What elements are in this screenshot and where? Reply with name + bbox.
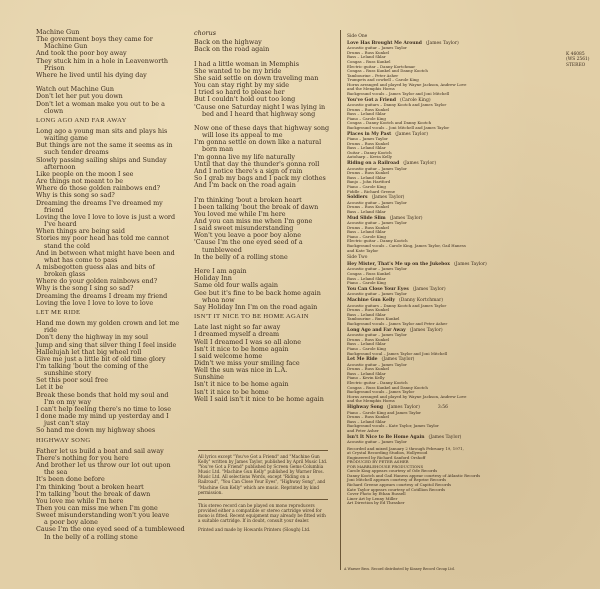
lyric-line: Here I am again [194, 267, 247, 276]
lyric-line: tumbleweed [202, 245, 242, 254]
lyric-line: Set this poor soul free [36, 376, 108, 385]
lyric-line: And brother let us throw our lot out upon [36, 461, 171, 470]
production-line: PRODUCED BY PETER ASHER [347, 459, 409, 465]
lyric-line: Machine Gun [36, 28, 80, 36]
lyric-line: Until that day the thunder's gonna roll [194, 159, 320, 168]
credit-line: and the Memphis Horns [347, 398, 395, 404]
credit-line: Acoustic guitars – Danny Kootch and James Taylor [347, 302, 447, 308]
lyric-line: I've heard [44, 220, 77, 229]
lyric-line: You loved me while I'm here [194, 209, 286, 218]
credit-writer: (James Taylor) [453, 262, 487, 268]
lyric-line: I tried so hard to please her [194, 88, 285, 97]
lyric-line: So I grab my bags and I pack my clothes [194, 174, 326, 183]
lyric-line: will lose its appeal to me [202, 131, 283, 140]
production-line: Joni Mitchell appears courtesy of Reprise Records [347, 477, 447, 483]
lyric-line: And I'm back on the road again [194, 181, 296, 190]
credit-line: Acoustic guitars – Danny Kootch and James Taylor [347, 102, 447, 108]
credit-writer: (Carole King) [399, 97, 431, 103]
lyric-line: But things are not the same it seems as in [36, 141, 173, 150]
song-title: LONG AGO AND FAR AWAY [36, 116, 127, 124]
notes-mid-rule [198, 499, 328, 500]
lyric-line: Now one of these days that highway song [194, 124, 330, 132]
lyric-line: She said settle on down traveling man [194, 73, 319, 82]
lyric-line: 'Cause I'm the one eyed seed of a [194, 238, 303, 247]
lyric-line: I'm talking 'bout the break of dawn [36, 489, 151, 498]
lyric-line: I'm talking 'bout the coming of the [36, 362, 149, 371]
lyric-line: Didn't we miss your smiling face [194, 358, 300, 367]
credit-title-text: Places in My Past [347, 131, 392, 137]
credit-title-text: You Can Close Your Eyes [347, 287, 409, 293]
credit-writer: (James Taylor) [387, 405, 420, 411]
lyric-line: There's nothing for you here [36, 453, 129, 462]
chorus-label: chorus [194, 29, 216, 37]
production-line: Art Direction by Ed Thrasher [347, 500, 405, 506]
credit-line: Bass – Leland Sklar [347, 311, 386, 317]
lyric-line: I dreamed myself a dream [194, 330, 280, 339]
credit-writer: (James Taylor) [425, 40, 459, 46]
credit-line: Electric guitar – Danny Kootch [347, 380, 408, 386]
credit-line: Background vocals – James Taylor and Joni Mitchell [347, 90, 450, 96]
lyric-line: Let it be [36, 383, 64, 392]
credit-line: Autoharp – Kevin Kelly [347, 154, 392, 160]
lyric-line: 'Cause one Saturday night I was lying in [194, 102, 326, 111]
production-line: Carole King appears courtesy of Ode Records [347, 468, 438, 474]
lyric-line: Back on the road again [194, 45, 270, 54]
lyric-line: Watch out Machine Gun [36, 85, 115, 94]
lyric-line: Sweet misunderstanding won't you leave [36, 511, 170, 520]
credit-line: Congas – Russ Kunkel and Danny Kootch [347, 68, 428, 74]
lyric-line: Gee but it's fine to be back home again [194, 288, 321, 297]
credit-line: Piano – James Taylor [347, 136, 388, 142]
lyric-line: Where do those golden rainbows end? [36, 184, 161, 193]
lyric-line: When things are being said [36, 227, 125, 236]
credit-line: Drums – Russ Kunkel [347, 49, 389, 55]
lyric-line: Same old four walls again [194, 281, 279, 290]
credits-column [347, 33, 559, 506]
credit-line: Congas – Russ Kunkel and Danny Kootch [347, 384, 428, 390]
lyric-line: A misbegotten guess alas and bits of [36, 262, 155, 271]
lyric-line: I had a little woman in Memphis [194, 59, 299, 68]
credit-line: Drums – Russ Kunkel [347, 170, 389, 176]
credit-writer: (James Taylor) [389, 215, 423, 221]
credit-line: Bass – Leland Sklar [347, 54, 386, 60]
credit-writer: (James Taylor) [428, 434, 462, 440]
lyric-line: Why is this song so sad? [36, 191, 115, 200]
lyric-line: broken glass [44, 270, 86, 279]
credit-line: Bass – Leland Sklar [347, 341, 386, 347]
lyric-line: Father let us build a boat and sail away [36, 446, 164, 455]
notes-block [198, 450, 328, 532]
lyric-line: waiting game [44, 134, 88, 143]
credit-time: 3:56 [437, 405, 448, 411]
lyric-line: Back on the highway [194, 38, 262, 47]
lyric-line: Where do your golden rainbows end? [36, 277, 158, 286]
lyric-line: Break these bonds that hold my soul and [36, 390, 169, 399]
lyric-line: And in between what might have been and [36, 248, 175, 257]
lyric-line: I done made my mind up yesterday and I [36, 412, 169, 421]
credit-line: Electric guitar – Danny Kortchmar [347, 63, 416, 69]
stereo-note: This stereo record can be played on mono reproducers provided either a compatible or stereo cartridge wired for mono is fitted. Recent equipment may already be fitted with a suitable cartridge. If in doubt, consult your dealer. [198, 502, 326, 524]
credit-line: Drums – Russ Kunkel [347, 106, 389, 112]
lyric-line: the sea [44, 468, 68, 477]
lyric-line: I'm gonna settle on down like a natural [194, 138, 322, 147]
lyric-line: Where he lived until his dying day [36, 70, 147, 79]
lyric-line: And I notice there's a sign of rain [194, 166, 303, 175]
credit-line: Drums – Russ Kunkel [347, 307, 389, 313]
lyric-line: Stories my poor head has told me cannot [36, 234, 170, 243]
production-line: Kate Taylor appears courtesy of Cotillion Records [347, 486, 446, 492]
credit-line: Drums – Russ Kunkel [347, 204, 389, 210]
credit-line: Bass – Leland Sklar [347, 111, 386, 117]
credit-line: Electric guitar – Danny Kootch [347, 238, 408, 244]
production-line: Liner Art by Lenny Miller [347, 495, 398, 501]
lyric-line: Loving the love I love to love to love [36, 298, 154, 307]
credit-line: Acoustic guitar – James Taylor [347, 199, 407, 205]
lyric-line: She wanted to be my bride [194, 66, 282, 75]
credit-title-text: Love Has Brought Me Around [347, 40, 422, 46]
credit-title-text: You've Got a Friend [347, 97, 396, 103]
credit-writer: (James Taylor) [395, 131, 429, 137]
credit-title-text: Highway Song [347, 405, 384, 411]
notes-top-rule [198, 450, 328, 451]
lyric-line: Well I said isn't it nice to be home again [194, 394, 324, 403]
credit-title-text: Hey Mister, That's Me up on the Jukebox [347, 262, 450, 268]
credit-line: Acoustic guitar – James Taylor [347, 45, 407, 51]
catalog-info [566, 52, 590, 68]
lyric-line: Say Holiday Inn I'm on the road again [194, 302, 318, 311]
credit-line: Piano – Carole King and James Taylor [347, 409, 422, 415]
credit-line: Drums – Russ Kunkel [347, 140, 389, 146]
credit-line: Acoustic guitar – James Taylor [347, 291, 407, 297]
credit-line: Background vocal – James Taylor and Joni Mitchell [347, 350, 448, 356]
credit-line: Bass – Leland Sklar [347, 418, 386, 424]
credit-line: Tambourine – Peter Asher [347, 72, 399, 78]
credit-line: Bass – Leland Sklar [347, 174, 386, 180]
credit-title-text: Isn't It Nice to Be Home Again [347, 434, 425, 440]
lyric-line: They stuck him in a hole in Leavenworth [36, 56, 168, 65]
lyric-line: Give me just a little bit of old time glory [36, 354, 166, 363]
credit-line: and Peter Asher [347, 427, 379, 433]
lyric-line: I said welcome home [194, 351, 263, 360]
production-line: Danny Kootch and Gail Haness appear courtesy of Atlantic Records [347, 472, 481, 478]
credit-line: Congas – Russ Kunkel [347, 58, 391, 64]
lyric-line: Holiday Inn [194, 274, 232, 283]
lyric-line: And you can miss me when I'm gone [194, 217, 313, 226]
lyric-line: Isn't it nice to be home again [194, 344, 289, 353]
lyric-line: Jump and sing that silver thing I feel inside [36, 340, 177, 349]
side-one-label: Side One [347, 34, 368, 39]
production-line: Recorded and mixed January 2 through February 19, 1971, [347, 445, 464, 451]
lyric-line: In the belly of a rolling stone [44, 532, 138, 541]
credit-line: Piano – Carole King [347, 115, 386, 121]
lyric-line: afternoon [44, 162, 76, 171]
credit-line: Horns arranged and played by Wayne Jackson, Andrew Love [347, 81, 467, 87]
lyric-line: stand the cold [44, 241, 90, 250]
song-title: ISN'T IT NICE TO BE HOME AGAIN [194, 313, 309, 321]
credit-line: Bass – Leland Sklar [347, 229, 386, 235]
credit-line: Bass – Leland Sklar [347, 208, 386, 214]
printer-note: Printed and made by Howards Printers (Slough) Ltd. [198, 527, 311, 533]
credit-line: Horns arranged and played by Wayne Jackson, Andrew Love [347, 393, 467, 399]
credit-line: Acoustic guitar – James Taylor [347, 220, 407, 226]
catalog-number: K 46085 [566, 52, 585, 57]
catalog-sub: (WS 2561) [566, 57, 590, 63]
lyric-line: Isn't it nice to be home [194, 387, 269, 396]
credit-line: Background vocals – Kate Taylor, James Taylor [347, 423, 439, 429]
lyric-line: Sunshine [194, 373, 224, 382]
credit-line: Background vocals – James Taylor [347, 389, 415, 395]
credit-line: Piano – Carole King [347, 233, 386, 239]
copyright-note: All lyrics except "You've Got a Friend" and "Machine Gun Kelly" written by James Taylor, published by April Music Ltd. "You've Got a Friend" published by Screen Gems-Columbia Music Ltd. "Machine Gun Kelly" published by Warner Bros. Music Ltd. All selections Words, except "Riding on a Railroad", "You Can Close Your Eyes", "Highway Song", and "Machine Gun Kelly" which are music. Reprinted by kind permission. [198, 454, 328, 495]
lyric-line: Don't let her put you down [36, 92, 123, 101]
lyric-line: Slowly passing sailing ships and Sunday [36, 155, 167, 164]
lyric-line: born man [202, 145, 234, 154]
credit-title-text: Soldiers [347, 195, 368, 201]
lyric-line: what has come to pass [44, 255, 118, 264]
lyric-line: I'm on my way [44, 397, 91, 406]
lyric-line: Are things not meant to be [36, 177, 123, 186]
lyric-line: a poor boy alone [44, 518, 98, 527]
credit-title-text: Machine Gun Kelly [347, 298, 395, 304]
credit-line: Piano – Kevin Kelly [347, 375, 385, 381]
credit-line: Acoustic guitar – James Taylor [347, 439, 407, 445]
credit-writer: (James Taylor) [403, 161, 437, 167]
lyric-line: And took the poor boy away [36, 49, 127, 58]
lyric-line: Don't deny the highway in my soul [36, 333, 149, 342]
lyric-line: clown [44, 106, 64, 115]
credit-line: Acoustic guitar – James Taylor [347, 361, 407, 367]
credit-line: Background vocals – Joni Mitchell and James Taylor [347, 124, 450, 130]
credit-line: and the Memphis Horns [347, 86, 395, 92]
lyric-line: Like people on the moon I see [36, 169, 134, 178]
credit-line: Bass – Leland Sklar [347, 370, 386, 376]
lyric-line: I'm gonna live my life naturally [194, 152, 296, 161]
lyric-line: I'm thinking 'bout a broken heart [36, 482, 144, 491]
lyric-line: Loving the love I love to love is just a word [36, 212, 176, 221]
lyric-line: Long ago a young man sits and plays his [36, 127, 168, 136]
lyric-line: Won't you leave a poor boy alone [194, 231, 302, 240]
credit-title-text: Let Me Ride [347, 357, 378, 363]
credit-line: Drums – Russ Kunkel [347, 366, 389, 372]
lyric-line: just can't stay [44, 419, 90, 428]
lyric-line: Prison [44, 63, 65, 72]
lyrics-column-middle [194, 30, 344, 403]
lyric-line: In the belly of a rolling stone [194, 252, 288, 261]
credit-writer: (James Taylor) [381, 357, 415, 363]
credit-line: Drums – Russ Kunkel [347, 414, 389, 420]
lyric-line: I can't help feeling there's no time to lose [36, 404, 171, 413]
production-line: Engineered by Richard Sanford Orshoff [347, 454, 426, 460]
lyric-line: friend [44, 205, 64, 214]
credit-line: Tambourine – Russ Kunkel [347, 316, 400, 322]
lyric-line: whoa now [202, 295, 235, 304]
lyric-line: But I couldn't hold out too long [194, 95, 296, 104]
lyric-line: Hallelujah let that big wheel roll [36, 347, 142, 356]
lyric-line: I said sweet misunderstanding [194, 224, 294, 233]
lyric-line: Dreaming the dreams I've dreamed my [36, 198, 163, 207]
credit-line: Background vocals – James Taylor and Peter Asher [347, 320, 448, 326]
credits-divider [340, 30, 341, 570]
lyric-line: I'm thinking 'bout a broken heart [194, 195, 302, 204]
lyric-line: Isn't it nice to be home again [194, 380, 289, 389]
production-line: Cover Photo by Ethan Russell [347, 491, 406, 497]
credit-line: Acoustic guitar – James Taylor [347, 266, 407, 272]
credit-line: Drums – Russ Kunkel [347, 224, 389, 230]
credit-line: Acoustic guitar – James Taylor [347, 332, 407, 338]
lyric-line: ride [44, 326, 57, 335]
credit-line: Congas – Russ Kunkel [347, 271, 391, 276]
credit-writer: (Danny Kortchmar) [398, 298, 443, 304]
song-title: HIGHWAY SONG [36, 436, 91, 444]
credit-title-text: Mud Slide Slim [347, 215, 386, 221]
lyric-line: Late last night so far away [194, 323, 281, 332]
lyric-line: such tender dreams [44, 148, 109, 157]
stereo-label: STEREO [566, 62, 586, 68]
credit-line: Piano – Carole King [347, 345, 386, 351]
credit-line: Trumpets and cowbell – Carole King [347, 77, 419, 83]
lyric-line: bed and I heard that highway song [202, 109, 316, 118]
credit-line: Piano – Carole King [347, 280, 386, 286]
lyric-line: You love me while I'm here [36, 496, 124, 505]
credit-line: Piano – Carole King [347, 183, 386, 189]
production-line: FOR MARBLEHOUSE PRODUCTIONS [347, 463, 424, 469]
production-line: at Crystal Recording Studios, Hollywood [347, 450, 428, 456]
side-two-label: Side Two [347, 255, 368, 261]
lyric-line: I been talking 'bout the break of dawn [194, 202, 319, 211]
lyrics-column-left [36, 29, 186, 541]
production-line: Richard Greene appears courtesy of Capitol Records [347, 482, 452, 488]
lyric-line: Don't let a woman make you out to be a [36, 99, 165, 108]
lyric-line: So hand me down my highway shoes [36, 426, 156, 435]
credit-line: Congas – Danny Kootch and Danny Kootch [347, 120, 432, 126]
lyric-line: It's been done before [36, 475, 105, 484]
lyric-line: Well the sun was nice in L.A. [194, 366, 288, 375]
credit-line: and Kate Taylor [347, 247, 379, 253]
credit-writer: (James Taylor) [412, 287, 446, 293]
lyric-line: Hand me down my golden crown and let me [36, 319, 180, 328]
credit-writer: (James Taylor) [409, 327, 443, 333]
lyric-line: sunshine story [44, 369, 92, 378]
song-title: LET ME RIDE [36, 308, 81, 316]
credit-line: Banjo – John Hartford [347, 179, 391, 185]
lyric-line: The government boys they came for [36, 35, 153, 44]
lyric-line: Cause I'm the one eyed seed of a tumbleweed [36, 525, 185, 534]
credit-line: Bass – Leland Sklar [347, 145, 386, 151]
lyric-line: Then you can miss me when I'm gone [36, 503, 158, 512]
credit-title-text: Riding on a Railroad [347, 161, 400, 167]
credit-line: Drums – Russ Kunkel [347, 336, 389, 342]
lyric-line: Well I dreamed I was so all alone [194, 337, 302, 346]
lyric-line: Machine Gun [44, 42, 88, 51]
credit-line: Bass – Leland Sklar [347, 275, 386, 281]
lyric-line: You can stay right by my side [194, 81, 290, 90]
distribution-footer: A Warner Bros. Record distributed by Kinney Record Group Ltd. [344, 567, 455, 571]
credit-line: Fiddle – Richard Greene [347, 188, 396, 194]
credit-line: Guitar – Danny Kootch [347, 149, 392, 155]
lyric-line: Why is the song I sing so sad? [36, 284, 134, 293]
lyric-line: Dreaming the dreams I dream my friend [36, 291, 168, 300]
credit-title-text: Long Ago and Far Away [347, 327, 406, 333]
credit-writer: (James Taylor) [371, 195, 405, 201]
credit-line: Background vocals – Carole King, James Taylor, Gail Haness [347, 243, 466, 249]
credit-line: Acoustic guitar – James Taylor [347, 165, 407, 171]
